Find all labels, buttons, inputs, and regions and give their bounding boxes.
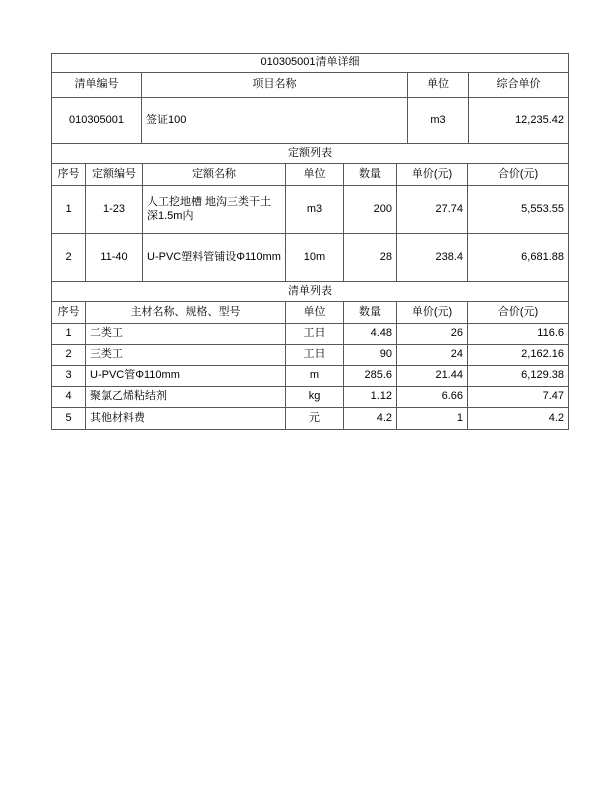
comp-price-value: 12,235.42	[469, 98, 568, 144]
list-header-no: 序号	[52, 302, 86, 324]
list-row-price: 6.66	[397, 387, 468, 408]
column-header-comp-price: 综合单价	[469, 73, 568, 98]
quota-row-price: 238.4	[397, 234, 468, 282]
top-table-data-row	[52, 98, 568, 144]
quota-row-no: 1	[52, 186, 86, 234]
quota-header-no: 序号	[52, 164, 86, 186]
quota-row-no: 2	[52, 234, 86, 282]
quota-table-row	[52, 234, 568, 282]
list-header-qty: 数量	[344, 302, 397, 324]
quota-row-total: 5,553.55	[468, 186, 568, 234]
list-row-name: 三类工	[86, 345, 286, 366]
list-row-qty: 285.6	[344, 366, 397, 387]
list-row-total: 6,129.38	[468, 366, 568, 387]
list-row-no: 4	[52, 387, 86, 408]
quota-row-name: U-PVC塑料管铺设Φ110mm	[143, 234, 286, 282]
column-header-name: 项目名称	[142, 73, 408, 98]
quota-row-unit: m3	[286, 186, 344, 234]
table-title-row	[52, 54, 568, 73]
list-row-total: 4.2	[548, 411, 564, 424]
list-header-price: 单价(元)	[397, 302, 468, 324]
quota-table-row	[52, 186, 568, 234]
quota-row-qty: 200	[344, 186, 397, 234]
quota-section-title: 定额列表	[52, 144, 568, 164]
quota-row-code: 1-23	[86, 186, 143, 234]
unit-value: m3	[408, 98, 469, 144]
quota-section-band	[52, 144, 568, 164]
list-row-name: 聚氯乙烯粘结剂	[86, 387, 286, 408]
list-row-qty: 4.48	[344, 324, 397, 345]
top-table-header-row	[52, 73, 568, 98]
quota-header-qty: 数量	[344, 164, 397, 186]
column-header-code: 清单编号	[52, 73, 142, 98]
page-title: 010305001清单详细	[52, 54, 568, 73]
list-table-row	[52, 324, 568, 345]
quota-header-total: 合价(元)	[468, 164, 568, 186]
list-table-row	[52, 387, 568, 408]
list-row-unit: 工日	[286, 345, 344, 366]
list-row-name: 其他材料费	[86, 408, 286, 429]
list-row-no: 1	[52, 324, 86, 345]
list-row-total: 2,162.16	[468, 345, 568, 366]
list-row-qty: 4.2	[344, 408, 397, 429]
list-row-no: 3	[52, 366, 86, 387]
list-row-unit: m	[286, 366, 344, 387]
list-section-title: 清单列表	[52, 282, 568, 302]
quota-row-unit: 10m	[286, 234, 344, 282]
list-header-total: 合价(元)	[468, 302, 568, 324]
list-row-no: 5	[52, 408, 86, 429]
list-row-unit: kg	[286, 387, 344, 408]
list-row-price: 1	[397, 408, 468, 429]
detail-sheet-table	[51, 53, 569, 430]
list-row-unit: 元	[286, 408, 344, 429]
list-table-row	[52, 408, 568, 429]
quota-row-total: 6,681.88	[468, 234, 568, 282]
quota-row-name: 人工挖地槽 地沟三类干土深1.5m内	[143, 186, 286, 234]
list-row-unit: 工日	[286, 324, 344, 345]
list-code-value: 010305001	[52, 98, 142, 144]
list-row-qty: 1.12	[344, 387, 397, 408]
list-table-row	[52, 366, 568, 387]
quota-row-qty: 28	[344, 234, 397, 282]
quota-header-price: 单价(元)	[397, 164, 468, 186]
list-row-price: 21.44	[397, 366, 468, 387]
quota-row-code: 11-40	[86, 234, 143, 282]
list-row-total: 7.47	[468, 387, 568, 408]
quota-header-code: 定额编号	[86, 164, 143, 186]
list-header-row	[52, 302, 568, 324]
list-row-price: 26	[397, 324, 468, 345]
list-row-name: 二类工	[86, 324, 286, 345]
list-row-price: 24	[397, 345, 468, 366]
project-name-value: 签证100	[142, 98, 408, 144]
list-table-row	[52, 345, 568, 366]
column-header-unit: 单位	[408, 73, 469, 98]
list-row-total: 116.6	[468, 324, 568, 345]
list-row-no: 2	[52, 345, 86, 366]
quota-header-name: 定额名称	[143, 164, 286, 186]
quota-header-unit: 单位	[286, 164, 344, 186]
list-row-qty: 90	[344, 345, 397, 366]
quota-row-price: 27.74	[397, 186, 468, 234]
list-header-name: 主材名称、规格、型号	[86, 302, 286, 324]
list-section-band	[52, 282, 568, 302]
list-row-name: U-PVC管Φ110mm	[86, 366, 286, 387]
quota-header-row	[52, 164, 568, 186]
list-header-unit: 单位	[286, 302, 344, 324]
